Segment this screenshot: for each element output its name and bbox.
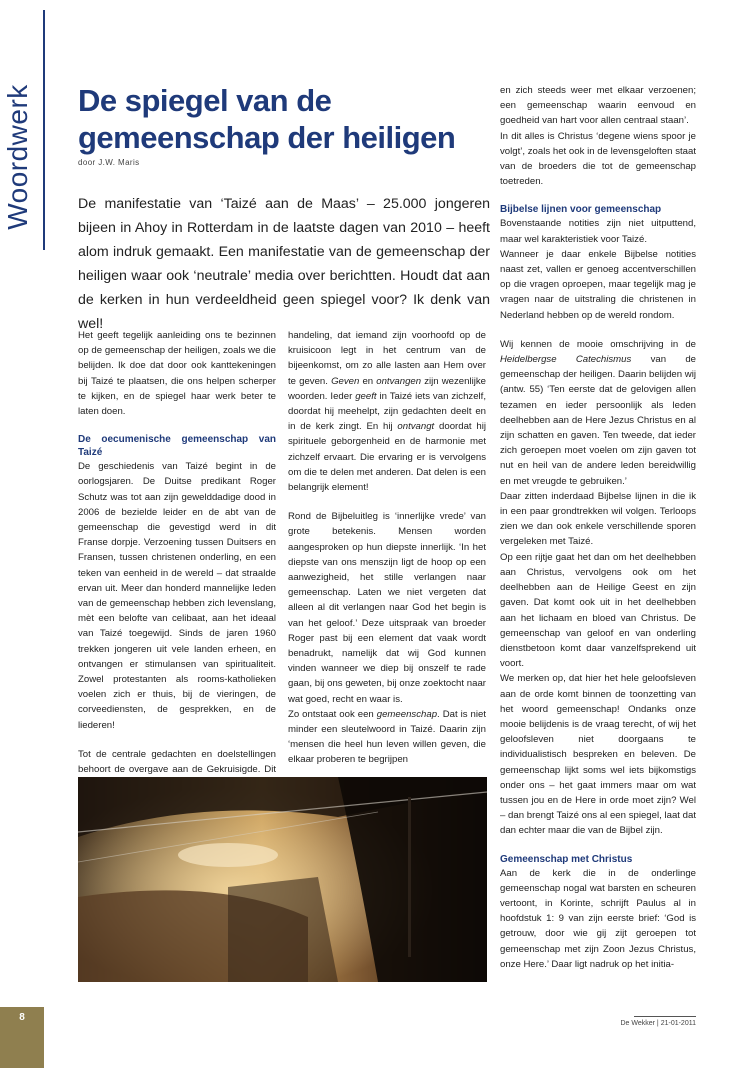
text: Zo ontstaat ook een: [288, 708, 377, 720]
paragraph: Wanneer je daar enkele Bijbelse notities naast zet, vallen er genoeg accentverschillen op die vragen oproepen, maar tegelijk mag je vragen naar de uitstraling die christenen in Nederland hebben op de wereld rondom.: [500, 248, 696, 321]
paragraph: Op een rijtje gaat het dan om het deelhebben aan Christus, vervolgens ook om het deelhebben aan de Heilige Geest en zijn gaven. Dat komt ook uit in het deelhebben aan het lichaam en bloed van Christus. De gemeenschap van geloof en van onderling dienstbetoon komt daar vanzelfsprekend uit voort.: [500, 551, 696, 670]
paragraph: [288, 328, 486, 495]
paragraph: Aan de kerk die in de onderlinge gemeenschap nogal wat barsten en scheuren vertoont, in Korinte, schrijft Paulus al in hoofdstuk 1: 9 van zijn eerste brief: ‘God is getrouw, door wie gij zijt geroepen tot gemeenschap met zijn Zoon Jezus Christus, onze Here.’ Daar ligt nadruk op het initia-: [500, 867, 696, 970]
column-2: [288, 328, 486, 768]
footer-rule: [634, 1016, 696, 1017]
text: in Taizé iets van zichzelf, doordat hij meehelpt, zijn gedachten deelt en in de kerk zingt. En hij: [288, 390, 486, 433]
paragraph: In dit alles is Christus ‘degene wiens spoor je volgt’, zoals het ook in de levensgeloften staat van de broeders die tot de gemeenschap toetreden.: [500, 130, 696, 188]
section-rule: [43, 10, 45, 250]
subheading: Gemeenschap met Christus: [500, 853, 633, 865]
emphasis: geeft: [355, 390, 377, 402]
paragraph: Het geeft tegelijk aanleiding ons te bezinnen op de gemeenschap der heiligen, zoals we die belijden. Ik doe dat door ook kanttekeningen bij Taizé te plaatsen, die ons helpen scherper te kijken, en de spiegel haar werk beter te laten doen.: [78, 330, 276, 418]
paragraph: We merken op, dat hier het hele geloofsleven aan de orde komt binnen de toonzetting van het woord gemeenschap! Ondanks onze mooie belijdenis is de vraag terecht, of wij het geloofsleven niet doorgaans te individualistisch bespreken en beleven. De gemeenschap lijkt soms wel iets bijkomstigs onder ons – het gaat immers maar om wat tussen jou en de Here in orde moet zijn? Wel – dan brengt Taizé ons al een spiegel, laat dat dan echter maar die van de Bijbel zijn.: [500, 673, 696, 837]
paragraph: Tot de centrale gedachten en doelstellingen behoort de overgave aan de Gekruisigde. Dit: [78, 748, 276, 776]
paragraph: [288, 707, 486, 768]
article-title: De spiegel van de gemeenschap der heiligen: [78, 83, 456, 155]
paragraph: De geschiedenis van Taizé begint in de oorlogsjaren. De Duitse predikant Roger Schutz was tot aan zijn gewelddadige dood in 2006 de bezielde leider en de abt van de gemeenschap die gevestigd werd in dit Franse dorpje. Verzoening tussen Duitsers en Fransen, tussen christenen onderling, en een teken van eenheid in de wereld – dat straalde ervan uit. Meer dan honderd mannelijke leden van de gemeenschap hebben zich levenslang, mèt een belofte van celibaat, aan het ideaal van Taizé toegewijd. Sinds de jaren 1960 trekken jongeren uit vele landen erheen, en ontvangen er stimulansen van spiritualiteit. Zowel protestanten als rooms-katholieken voelen zich er thuis, bij de vieringen, de corveediensten, de gesprekken, en de liederen!: [78, 461, 276, 731]
paragraph: Bovenstaande notities zijn niet uitputtend, maar wel karakteristiek voor Taizé.: [500, 218, 696, 245]
byline: door J.W. Maris: [78, 158, 140, 167]
paragraph: [500, 337, 696, 489]
text: doordat hij spirituele geborgenheid en de harmonie met zichzelf ervaart. Die ervaring er is vervolgens om die te delen met anderen. Dat delen is een belangrijk element!: [288, 421, 486, 494]
section-label: Woordwerk: [2, 84, 33, 230]
photo-ahoy-audience: [78, 777, 487, 982]
subheading: De oecumenische gemeenschap van Taizé: [78, 434, 276, 459]
emphasis: Geven: [331, 375, 360, 387]
subheading: Bijbelse lijnen voor gemeenschap: [500, 204, 662, 216]
intro-paragraph: De manifestatie van ‘Taizé aan de Maas’ – 25.000 jongeren bijeen in Ahoy in Rotterdam in de laatste dagen van 2010 – heeft alom indruk gemaakt. Een manifestatie van de gemeenschap der heiligen waar ook ‘neutrale’ media over berichtten. Houdt dat aan de kerken in hun verdeeldheid geen spiegel voor? Ik denk van wel!: [78, 196, 490, 332]
photo-illustration: [78, 777, 487, 982]
emphasis: Heidelbergse Catechismus: [500, 354, 632, 366]
text: van de gemeenschap der heiligen. Daarin belijden wij (antw. 55) ‘Ten eerste dat de gelovigen allen tezamen en ieder persoonlijk als leden deelhebben aan de Here Jezus Christus en al zijn schatten en gaven. Ten tweede, dat ieder zich geroepen moet voelen om zijn gaven tot nut en heil van de andere leden bereidwillig en met vreugde te gebruiken.’: [500, 354, 696, 487]
paragraph: en zich steeds weer met elkaar verzoenen; een gemeenschap waarin eenvoud en goedheid van hart voor allen centraal staan’.: [500, 85, 696, 127]
column-3: [500, 83, 696, 972]
text: . Dat is niet minder een sleutelwoord in Taizé. Daarin zijn ‘mensen die heel hun leven willen geven, die elkaar proberen te begrijpen: [288, 708, 486, 766]
emphasis: gemeenschap: [376, 708, 438, 720]
footer-publication: De Wekker | 21-01-2011: [620, 1020, 696, 1027]
text: zijn wezenlijke woorden. Ieder: [288, 375, 486, 402]
column-1: [78, 328, 276, 792]
text: Wij kennen de mooie omschrijving in de: [500, 338, 696, 350]
page-number: 8: [19, 1012, 25, 1023]
paragraph: Rond de Bijbeluitleg is ‘innerlijke vrede’ van grote betekenis. Mensen worden aangesproken op hun diepste innerlijk. ‘In het diepste van ons menszijn ligt de hoop op een aanwezigheid, het stille verlangen naar gemeenschap. Laten we niet vergeten dat alleen al dit verlangen naar God het begin is van het geloof.’ Deze uitspraak van broeder Roger past bij een element dat vaak wordt benadrukt, namelijk dat wij God kunnen vinden wanneer we diep bij onszelf te rade gaan, bij ons geweten, bij onze zoektocht naar wat goed, recht en waar is.: [288, 511, 486, 705]
text: en: [359, 375, 377, 387]
emphasis: ontvangen: [376, 375, 422, 387]
paragraph: Daar zitten inderdaad Bijbelse lijnen in die ik in een paar grondtrekken wil volgen. Terloops zien we dan ook enkele verschillende sporen vergeleken met Taizé.: [500, 490, 696, 548]
text: handeling, dat iemand zijn voorhoofd op de kruisicoon legt in het centrum van de bijeenkomst, om zo alle lasten aan Hem over te geven.: [288, 330, 486, 387]
emphasis: ontvangt: [397, 421, 435, 433]
